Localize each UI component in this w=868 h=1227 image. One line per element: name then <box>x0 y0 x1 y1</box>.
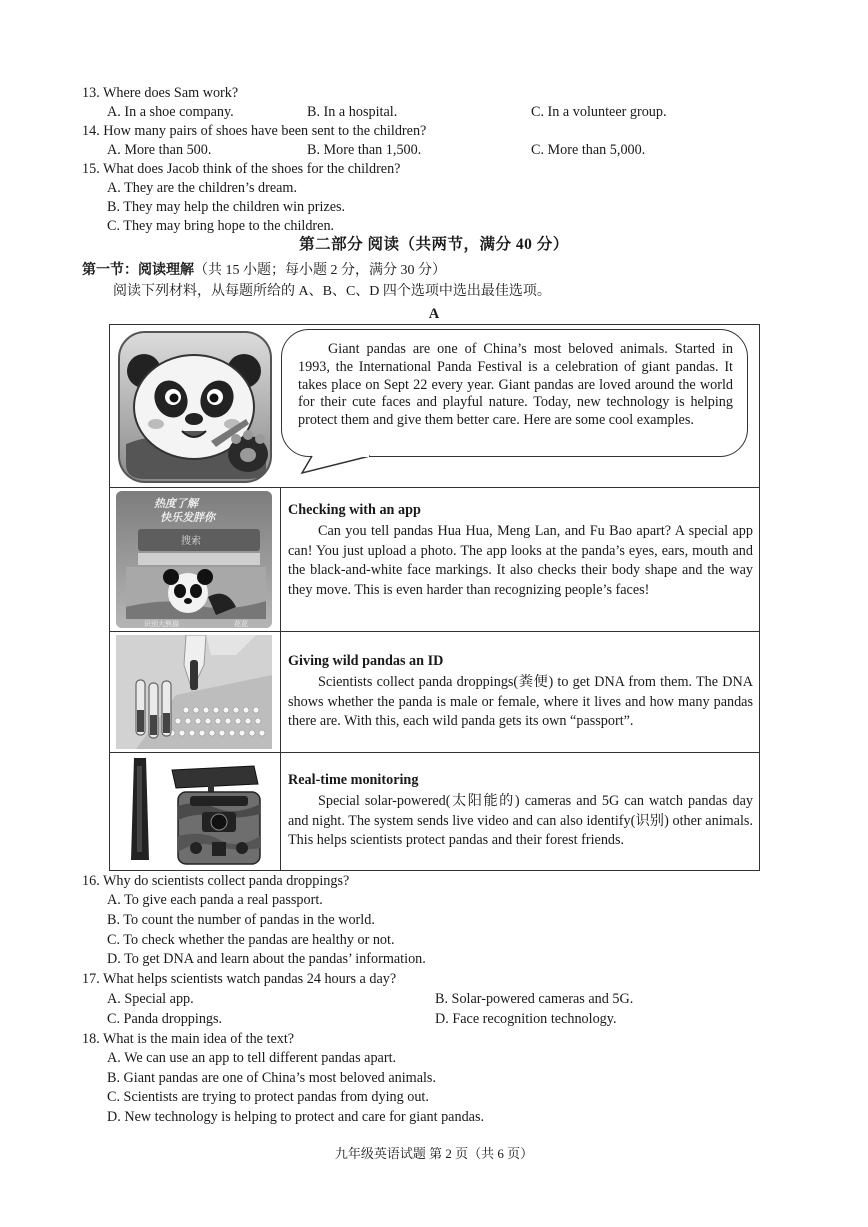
question-17-option-c: C. Panda droppings. <box>107 1011 223 1027</box>
question-13-option-c: C. In a volunteer group. <box>531 104 667 120</box>
app-banner-1: 热度了解 <box>154 497 198 510</box>
app-caption-left: 识别大熊猫 <box>144 620 179 628</box>
passage-label: A <box>428 306 440 322</box>
question-16-option-c: C. To check whether the pandas are healthy or not. <box>107 932 395 948</box>
question-14-option-a: A. More than 500. <box>107 142 212 158</box>
question-13-stem: 13. Where does Sam work? <box>82 85 239 101</box>
dna-test-tubes-image <box>116 635 272 749</box>
question-15-option-c: C. They may bring hope to the children. <box>107 218 335 234</box>
passage-table <box>109 324 760 871</box>
question-18-option-a: A. We can use an app to tell different pandas apart. <box>107 1050 397 1066</box>
part-title: 第二部分 阅读（共两节，满分 40 分） <box>299 236 569 253</box>
solar-camera-image <box>116 756 272 868</box>
question-18-stem: 18. What is the main idea of the text? <box>82 1031 295 1047</box>
question-17-option-d: D. Face recognition technology. <box>435 1011 617 1027</box>
question-13-option-a: A. In a shoe company. <box>107 104 234 120</box>
question-16-stem: 16. Why do scientists collect panda droppings? <box>82 873 350 889</box>
question-16-option-b: B. To count the number of pandas in the world. <box>107 912 375 928</box>
question-17-stem: 17. What helps scientists watch pandas 24 hours a day? <box>82 971 397 987</box>
section-app-heading: Checking with an app <box>288 502 421 518</box>
app-caption-right: 花花 <box>234 620 248 628</box>
panda-app-icon <box>116 329 274 485</box>
section-monitoring-body: Special solar-powered(太阳能的) cameras and 5G can watch pandas day and night. The system sends live video and can also identify(识别) other animals. This helps scientists protect pandas and their forest friends. <box>288 792 753 849</box>
speech-bubble-tail <box>300 453 390 475</box>
section-app-body: Can you tell pandas Hua Hua, Meng Lan, and Fu Bao apart? A special app can! You just upload a photo. The app looks at the panda’s eyes, ears, mouth and the black-and-white face markings. It also checks their body shape and the way they move. This is even harder than recognizing people’s faces! <box>288 522 753 599</box>
section-heading-detail: （共 15 小题；每小题 2 分，满分 30 分） <box>194 263 446 278</box>
section-monitoring-heading: Real-time monitoring <box>288 772 419 788</box>
section-monitoring <box>288 771 753 851</box>
question-15-option-b: B. They may help the children win prizes. <box>107 199 346 215</box>
question-13-option-b: B. In a hospital. <box>307 104 398 120</box>
section-heading <box>82 262 446 280</box>
section-dna <box>288 652 753 732</box>
section-app <box>288 501 753 601</box>
question-14-option-b: B. More than 1,500. <box>307 142 422 158</box>
app-banner-2: 快乐发胖你 <box>160 511 215 524</box>
section-dna-heading: Giving wild pandas an ID <box>288 653 444 669</box>
app-search-label: 搜索 <box>181 536 201 547</box>
section-dna-body: Scientists collect panda droppings(粪便) to get DNA from them. The DNA shows whether the panda is male or female, where it lives and how many pandas there are. With this, each wild panda gets its own “passport”. <box>288 673 753 730</box>
question-18-option-c: C. Scientists are trying to protect pandas from dying out. <box>107 1089 429 1105</box>
question-15-stem: 15. What does Jacob think of the shoes for the children? <box>82 161 401 177</box>
question-14-option-c: C. More than 5,000. <box>531 142 646 158</box>
question-17-option-a: A. Special app. <box>107 991 194 1007</box>
section-instruction: 阅读下列材料，从每题所给的 A、B、C、D 四个选项中选出最佳选项。 <box>113 284 551 299</box>
question-16-option-d: D. To get DNA and learn about the pandas’ information. <box>107 951 426 967</box>
question-14-stem: 14. How many pairs of shoes have been sent to the children? <box>82 123 427 139</box>
question-17-option-b: B. Solar-powered cameras and 5G. <box>435 991 634 1007</box>
page-footer: 九年级英语试题 第 2 页（共 6 页） <box>334 1146 534 1161</box>
panda-app-screenshot <box>116 491 272 628</box>
question-18-option-d: D. New technology is helping to protect and care for giant pandas. <box>107 1109 485 1125</box>
question-18-option-b: B. Giant pandas are one of China’s most beloved animals. <box>107 1070 436 1086</box>
question-15-option-a: A. They are the children’s dream. <box>107 180 298 196</box>
question-16-option-a: A. To give each panda a real passport. <box>107 892 323 908</box>
section-heading-label: 第一节：阅读理解 <box>82 263 194 278</box>
passage-intro: Giant pandas are one of China’s most beloved animals. Started in 1993, the International Panda Festival is a celebration of giant pandas. It takes place on Sept 22 every year. Giant pandas are loved around the world for their cute faces and playful nature. Today, new technology is helping protect them and give them better care. Here are some cool examples. <box>298 341 733 429</box>
